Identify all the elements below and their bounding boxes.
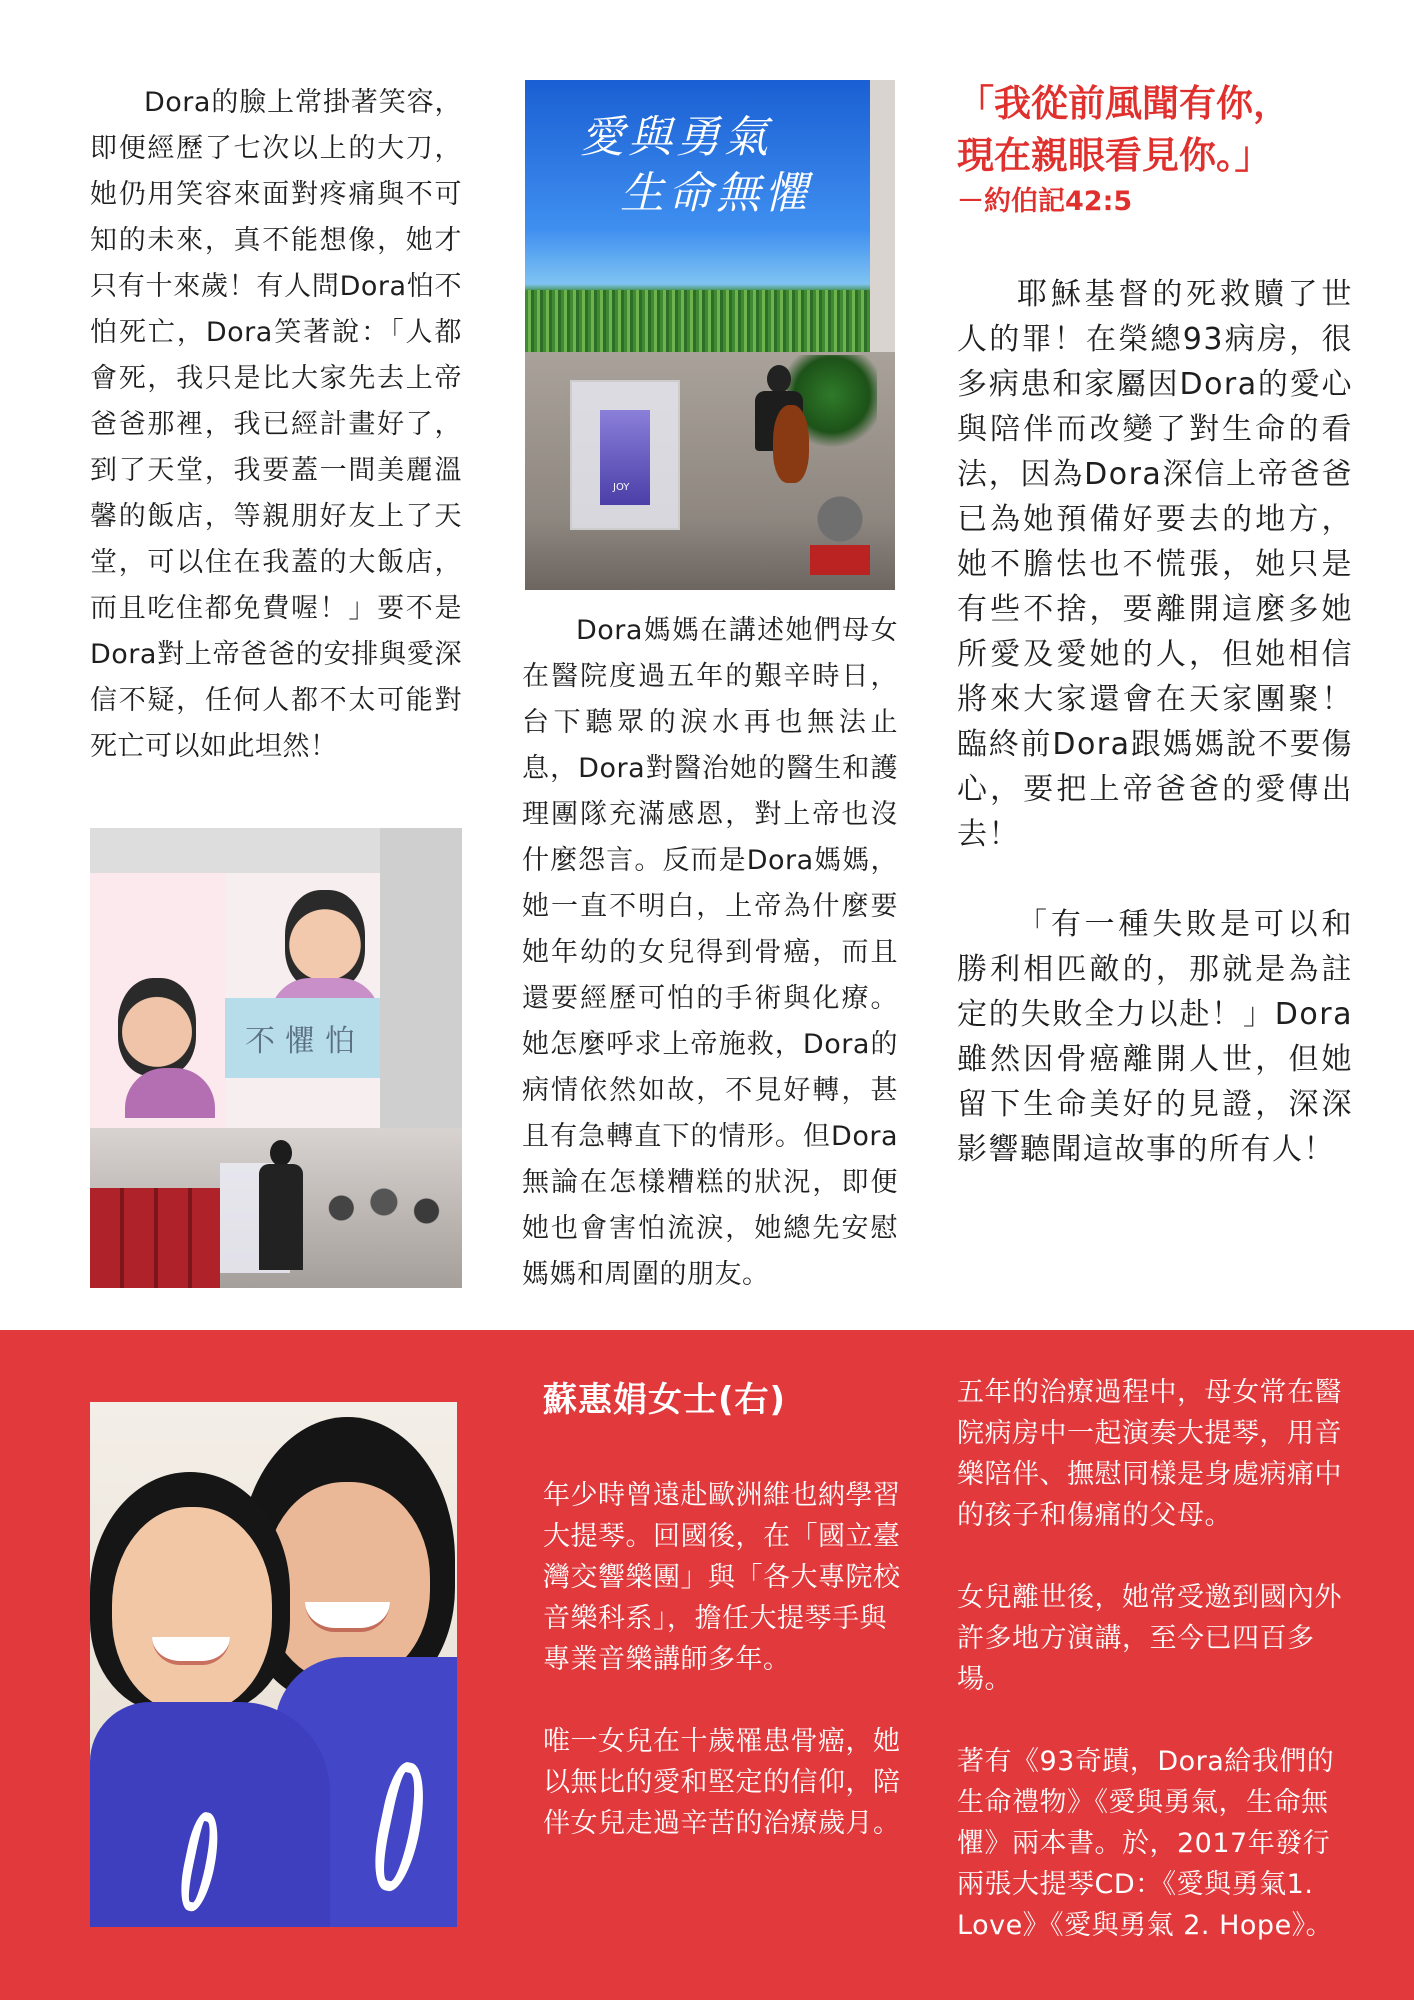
speaker-body [259,1164,303,1270]
right-column [957,78,1353,1172]
bio-paragraph-2: 唯一女兒在十歲罹患骨癌，她以無比的愛和堅定的信仰，陪伴女兒走過辛苦的治療歲月。 [543,1726,901,1839]
bible-quote [957,78,1353,182]
mother-face [265,1482,430,1682]
portrait-face [118,978,196,1076]
right-paragraph-2: 「有一種失敗是可以和勝利相匹敵的，那就是為註定的失敗全力以赴！」Dora雖然因骨癌離開人世，但她留下生命美好的見證，深深影響聽聞這故事的所有人！ [957,907,1353,1167]
screen-grass [525,290,870,352]
bio-column-1 [543,1475,903,1885]
right-paragraph-1: 耶穌基督的死救贖了世人的罪！在榮總93病房，很多病患和家屬因Dora的愛心與陪伴而改變了對生命的看法，因為Dora深信上帝爸爸已為她預備好要去的地方，她不膽怯也不慌張，她只是有些不捨，要離開這麼多她所愛及愛她的人，但她相信將來大家還會在天家團聚！臨終前Dora跟媽媽說不要傷心，要把上帝爸爸的愛傳出去！ [957,277,1353,852]
bio-paragraph-4: 女兒離世後，她常受邀到國內外許多地方演講，至今已四百多場。 [957,1582,1342,1695]
portrait-face [285,890,365,990]
screen-calligraphy [580,110,812,222]
cellist-figure [745,365,815,485]
bio-paragraph-3: 五年的治療過程中，母女常在醫院病房中一起演奏大提琴，用音樂陪伴、撫慰同樣是身處病痛中的孩子和傷痛的父母。 [957,1377,1342,1531]
audience [320,1178,462,1238]
speaker-photo [90,828,462,1288]
stage-wall [380,828,462,1158]
screen-text-line1: 愛與勇氣 [580,112,772,163]
left-paragraph: Dora的臉上常掛著笑容，即便經歷了七次以上的大刀，她仍用笑容來面對疼痛與不可知的未來，真不能想像，她才只有十來歲！有人問Dora怕不怕死亡，Dora笑著說：「人都會死，我只是比大家先去上帝爸爸那裡，我已經計畫好了，到了天堂，我要蓋一間美麗溫馨的飯店，等親朋好友上了天堂，可以住在我蓋的大飯店，而且吃住都免費喔！」要不是Dora對上帝爸爸的安排與愛深信不疑，任何人都不太可能對死亡可以如此坦然！ [90,87,462,762]
screen-caption: 不懼怕 [245,1024,365,1059]
quote-line-2: 現在親眼看見你。」 [957,134,1272,177]
audience-member [810,495,870,575]
mother-daughter-photo [90,1402,457,1927]
bio-title: 蘇惠娟女士(右) [543,1380,787,1420]
concert-photo [525,80,895,590]
middle-paragraph: Dora媽媽在講述她們母女在醫院度過五年的艱辛時日，台下聽眾的淚水再也無法止息，Dora對醫治她的醫生和護理團隊充滿感恩，對上帝也沒什麼怨言。反而是Dora媽媽，她一直不明白，上帝為什麼要她年幼的女兒得到骨癌，而且還要經歷可怕的手術與化療。她怎麼呼求上帝施救，Dora的病情依然如故，不見好轉，甚且有急轉直下的情形。但Dora無論在怎樣糟糕的狀況，即便她也會害怕流淚，她總先安慰媽媽和周圍的朋友。 [522,615,898,1290]
stage-wall [870,80,895,380]
podium-label: JOY [613,482,630,493]
speaker-figure [255,1140,310,1270]
quote-line-1: 「我從前風聞有你， [957,82,1290,125]
bio-column-2 [957,1372,1357,1946]
screen-caption-box [225,998,380,1078]
quote-reference: －約伯記42:5 [957,186,1133,217]
cello [773,405,809,483]
speaker-head [270,1140,292,1166]
daughter-face [112,1507,272,1712]
left-column [90,80,462,770]
screen-text-line2: 生命無懼 [620,168,812,219]
bio-paragraph-1: 年少時曾遠赴歐洲維也納學習大提琴。回國後，在「國立臺灣交響樂團」與「各大專院校音樂科系」，擔任大提琴手與專業音樂講師多年。 [543,1480,901,1675]
cellist-head [767,365,791,393]
middle-column [522,608,898,1298]
seats [90,1188,220,1288]
bio-paragraph-5: 著有《93奇蹟，Dora給我們的生命禮物》《愛與勇氣，生命無懼》兩本書。於，2017年發行兩張大提琴CD：《愛與勇氣1. Love》《愛與勇氣 2. Hope》。 [957,1746,1335,1941]
